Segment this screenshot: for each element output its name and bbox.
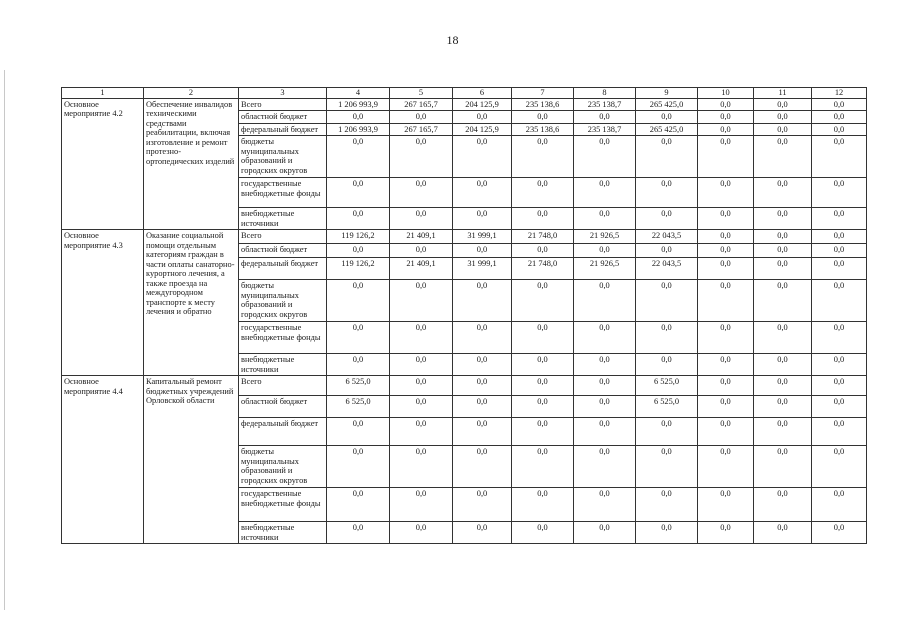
value-cell-col10: 0,0 xyxy=(698,178,754,208)
header-cell-11: 11 xyxy=(754,88,812,99)
funding-source: государственные внебюджетные фонды xyxy=(239,322,327,354)
value-cell-col5: 0,0 xyxy=(390,208,453,230)
value-cell-col10: 0,0 xyxy=(698,98,754,111)
value-cell-col9: 0,0 xyxy=(636,244,698,258)
value-cell-col7: 235 138,6 xyxy=(512,123,574,136)
value-cell-col4: 0,0 xyxy=(327,208,390,230)
value-cell-col11: 0,0 xyxy=(754,376,812,396)
value-cell-col9: 265 425,0 xyxy=(636,98,698,111)
value-cell-col4: 0,0 xyxy=(327,136,390,178)
value-cell-col9: 22 043,5 xyxy=(636,258,698,280)
value-cell-col4: 0,0 xyxy=(327,111,390,124)
budget-table xyxy=(61,87,867,544)
header-cell-3: 3 xyxy=(239,88,327,99)
value-cell-col8: 0,0 xyxy=(574,178,636,208)
value-cell-col6: 0,0 xyxy=(453,208,512,230)
value-cell-col9: 0,0 xyxy=(636,418,698,446)
funding-source: областной бюджет xyxy=(239,111,327,124)
value-cell-col11: 0,0 xyxy=(754,230,812,244)
value-cell-col10: 0,0 xyxy=(698,396,754,418)
funding-source: внебюджетные источники xyxy=(239,208,327,230)
header-row xyxy=(62,88,867,99)
header-cell-4: 4 xyxy=(327,88,390,99)
header-cell-9: 9 xyxy=(636,88,698,99)
value-cell-col12: 0,0 xyxy=(812,123,867,136)
value-cell-col4: 0,0 xyxy=(327,418,390,446)
value-cell-col6: 31 999,1 xyxy=(453,230,512,244)
value-cell-col12: 0,0 xyxy=(812,111,867,124)
value-cell-col5: 0,0 xyxy=(390,396,453,418)
value-cell-col4: 0,0 xyxy=(327,354,390,376)
value-cell-col4: 0,0 xyxy=(327,178,390,208)
value-cell-col12: 0,0 xyxy=(812,418,867,446)
value-cell-col9: 0,0 xyxy=(636,446,698,488)
value-cell-col6: 0,0 xyxy=(453,376,512,396)
value-cell-col9: 6 525,0 xyxy=(636,396,698,418)
value-cell-col8: 0,0 xyxy=(574,488,636,522)
value-cell-col9: 6 525,0 xyxy=(636,376,698,396)
value-cell-col10: 0,0 xyxy=(698,258,754,280)
value-cell-col11: 0,0 xyxy=(754,98,812,111)
value-cell-col6: 0,0 xyxy=(453,111,512,124)
value-cell-col5: 0,0 xyxy=(390,111,453,124)
value-cell-col12: 0,0 xyxy=(812,258,867,280)
value-cell-col12: 0,0 xyxy=(812,178,867,208)
header-cell-12: 12 xyxy=(812,88,867,99)
value-cell-col7: 0,0 xyxy=(512,446,574,488)
value-cell-col10: 0,0 xyxy=(698,418,754,446)
value-cell-col9: 265 425,0 xyxy=(636,123,698,136)
value-cell-col11: 0,0 xyxy=(754,178,812,208)
value-cell-col4: 6 525,0 xyxy=(327,396,390,418)
header-cell-8: 8 xyxy=(574,88,636,99)
value-cell-col11: 0,0 xyxy=(754,258,812,280)
value-cell-col11: 0,0 xyxy=(754,280,812,322)
value-cell-col10: 0,0 xyxy=(698,354,754,376)
value-cell-col12: 0,0 xyxy=(812,230,867,244)
value-cell-col12: 0,0 xyxy=(812,244,867,258)
funding-source: Всего xyxy=(239,98,327,111)
value-cell-col10: 0,0 xyxy=(698,136,754,178)
value-cell-col12: 0,0 xyxy=(812,446,867,488)
value-cell-col7: 0,0 xyxy=(512,418,574,446)
value-cell-col4: 1 206 993,9 xyxy=(327,98,390,111)
value-cell-col12: 0,0 xyxy=(812,280,867,322)
value-cell-col7: 0,0 xyxy=(512,376,574,396)
value-cell-col5: 0,0 xyxy=(390,136,453,178)
value-cell-col8: 0,0 xyxy=(574,244,636,258)
value-cell-col8: 0,0 xyxy=(574,208,636,230)
funding-source: областной бюджет xyxy=(239,396,327,418)
value-cell-col4: 0,0 xyxy=(327,488,390,522)
value-cell-col6: 0,0 xyxy=(453,354,512,376)
value-cell-col12: 0,0 xyxy=(812,354,867,376)
value-cell-col8: 0,0 xyxy=(574,418,636,446)
value-cell-col6: 0,0 xyxy=(453,322,512,354)
value-cell-col6: 31 999,1 xyxy=(453,258,512,280)
value-cell-col12: 0,0 xyxy=(812,322,867,354)
value-cell-col10: 0,0 xyxy=(698,488,754,522)
value-cell-col7: 235 138,6 xyxy=(512,98,574,111)
value-cell-col8: 21 926,5 xyxy=(574,258,636,280)
value-cell-col11: 0,0 xyxy=(754,244,812,258)
value-cell-col4: 119 126,2 xyxy=(327,230,390,244)
measure-name: Основное мероприятие 4.3 xyxy=(62,230,144,376)
header-cell-10: 10 xyxy=(698,88,754,99)
funding-source: федеральный бюджет xyxy=(239,123,327,136)
value-cell-col5: 267 165,7 xyxy=(390,123,453,136)
value-cell-col11: 0,0 xyxy=(754,522,812,544)
funding-source: бюджеты муниципальных образований и городских округов xyxy=(239,136,327,178)
value-cell-col6: 0,0 xyxy=(453,280,512,322)
table-row xyxy=(62,98,867,111)
value-cell-col5: 0,0 xyxy=(390,376,453,396)
value-cell-col7: 0,0 xyxy=(512,208,574,230)
value-cell-col4: 0,0 xyxy=(327,280,390,322)
measure-description: Обеспечение инвалидов техническими средствами реабилитации, включая изготовление и ремонт протезно-ортопедических изделий xyxy=(144,98,239,230)
value-cell-col11: 0,0 xyxy=(754,446,812,488)
value-cell-col5: 0,0 xyxy=(390,280,453,322)
value-cell-col5: 21 409,1 xyxy=(390,230,453,244)
value-cell-col9: 0,0 xyxy=(636,111,698,124)
value-cell-col8: 0,0 xyxy=(574,354,636,376)
value-cell-col7: 0,0 xyxy=(512,111,574,124)
page-number: 18 xyxy=(446,33,459,47)
funding-source: бюджеты муниципальных образований и городских округов xyxy=(239,446,327,488)
value-cell-col10: 0,0 xyxy=(698,244,754,258)
value-cell-col10: 0,0 xyxy=(698,123,754,136)
value-cell-col11: 0,0 xyxy=(754,488,812,522)
value-cell-col7: 0,0 xyxy=(512,280,574,322)
value-cell-col5: 0,0 xyxy=(390,178,453,208)
measure-name: Основное мероприятие 4.2 xyxy=(62,98,144,230)
funding-source: Всего xyxy=(239,376,327,396)
value-cell-col11: 0,0 xyxy=(754,396,812,418)
value-cell-col4: 1 206 993,9 xyxy=(327,123,390,136)
value-cell-col6: 0,0 xyxy=(453,396,512,418)
value-cell-col10: 0,0 xyxy=(698,322,754,354)
header-cell-1: 1 xyxy=(62,88,144,99)
value-cell-col8: 0,0 xyxy=(574,111,636,124)
value-cell-col8: 0,0 xyxy=(574,396,636,418)
value-cell-col7: 0,0 xyxy=(512,522,574,544)
value-cell-col11: 0,0 xyxy=(754,136,812,178)
value-cell-col7: 0,0 xyxy=(512,244,574,258)
value-cell-col7: 0,0 xyxy=(512,488,574,522)
value-cell-col9: 22 043,5 xyxy=(636,230,698,244)
value-cell-col9: 0,0 xyxy=(636,354,698,376)
value-cell-col10: 0,0 xyxy=(698,208,754,230)
table-row xyxy=(62,230,867,244)
value-cell-col10: 0,0 xyxy=(698,376,754,396)
value-cell-col6: 0,0 xyxy=(453,446,512,488)
value-cell-col5: 0,0 xyxy=(390,446,453,488)
value-cell-col10: 0,0 xyxy=(698,111,754,124)
value-cell-col10: 0,0 xyxy=(698,280,754,322)
value-cell-col11: 0,0 xyxy=(754,322,812,354)
value-cell-col7: 21 748,0 xyxy=(512,258,574,280)
value-cell-col8: 0,0 xyxy=(574,322,636,354)
value-cell-col6: 0,0 xyxy=(453,522,512,544)
value-cell-col8: 235 138,7 xyxy=(574,98,636,111)
value-cell-col7: 0,0 xyxy=(512,354,574,376)
value-cell-col9: 0,0 xyxy=(636,208,698,230)
value-cell-col7: 0,0 xyxy=(512,322,574,354)
value-cell-col11: 0,0 xyxy=(754,418,812,446)
header-cell-2: 2 xyxy=(144,88,239,99)
value-cell-col8: 0,0 xyxy=(574,136,636,178)
value-cell-col12: 0,0 xyxy=(812,376,867,396)
value-cell-col11: 0,0 xyxy=(754,208,812,230)
value-cell-col8: 235 138,7 xyxy=(574,123,636,136)
value-cell-col12: 0,0 xyxy=(812,488,867,522)
value-cell-col10: 0,0 xyxy=(698,446,754,488)
value-cell-col9: 0,0 xyxy=(636,488,698,522)
funding-source: бюджеты муниципальных образований и городских округов xyxy=(239,280,327,322)
value-cell-col6: 204 125,9 xyxy=(453,98,512,111)
value-cell-col12: 0,0 xyxy=(812,522,867,544)
value-cell-col6: 0,0 xyxy=(453,244,512,258)
value-cell-col4: 0,0 xyxy=(327,244,390,258)
funding-source: областной бюджет xyxy=(239,244,327,258)
value-cell-col6: 0,0 xyxy=(453,488,512,522)
value-cell-col10: 0,0 xyxy=(698,230,754,244)
value-cell-col9: 0,0 xyxy=(636,322,698,354)
value-cell-col9: 0,0 xyxy=(636,178,698,208)
value-cell-col11: 0,0 xyxy=(754,123,812,136)
funding-source: государственные внебюджетные фонды xyxy=(239,488,327,522)
table-row xyxy=(62,376,867,396)
value-cell-col12: 0,0 xyxy=(812,136,867,178)
value-cell-col9: 0,0 xyxy=(636,136,698,178)
value-cell-col12: 0,0 xyxy=(812,98,867,111)
value-cell-col12: 0,0 xyxy=(812,208,867,230)
value-cell-col7: 21 748,0 xyxy=(512,230,574,244)
header-cell-6: 6 xyxy=(453,88,512,99)
value-cell-col9: 0,0 xyxy=(636,280,698,322)
value-cell-col5: 0,0 xyxy=(390,244,453,258)
funding-source: внебюджетные источники xyxy=(239,354,327,376)
measure-description: Оказание социальной помощи отдельным категориям граждан в части оплаты санаторно-курортного лечения, а также проезда на междугородном транспорте к месту лечения и обратно xyxy=(144,230,239,376)
funding-source: Всего xyxy=(239,230,327,244)
value-cell-col5: 21 409,1 xyxy=(390,258,453,280)
value-cell-col7: 0,0 xyxy=(512,396,574,418)
value-cell-col11: 0,0 xyxy=(754,111,812,124)
funding-source: внебюджетные источники xyxy=(239,522,327,544)
value-cell-col4: 0,0 xyxy=(327,322,390,354)
value-cell-col4: 119 126,2 xyxy=(327,258,390,280)
value-cell-col8: 0,0 xyxy=(574,376,636,396)
value-cell-col5: 0,0 xyxy=(390,418,453,446)
funding-source: государственные внебюджетные фонды xyxy=(239,178,327,208)
funding-source: федеральный бюджет xyxy=(239,258,327,280)
value-cell-col11: 0,0 xyxy=(754,354,812,376)
value-cell-col8: 0,0 xyxy=(574,522,636,544)
value-cell-col12: 0,0 xyxy=(812,396,867,418)
header-cell-5: 5 xyxy=(390,88,453,99)
value-cell-col9: 0,0 xyxy=(636,522,698,544)
value-cell-col10: 0,0 xyxy=(698,522,754,544)
value-cell-col5: 0,0 xyxy=(390,354,453,376)
funding-source: федеральный бюджет xyxy=(239,418,327,446)
value-cell-col6: 0,0 xyxy=(453,178,512,208)
value-cell-col8: 0,0 xyxy=(574,446,636,488)
measure-name: Основное мероприятие 4.4 xyxy=(62,376,144,544)
scan-edge-line xyxy=(4,70,5,610)
value-cell-col6: 0,0 xyxy=(453,418,512,446)
value-cell-col4: 0,0 xyxy=(327,522,390,544)
value-cell-col6: 0,0 xyxy=(453,136,512,178)
value-cell-col8: 0,0 xyxy=(574,280,636,322)
value-cell-col4: 0,0 xyxy=(327,446,390,488)
value-cell-col5: 0,0 xyxy=(390,488,453,522)
value-cell-col5: 0,0 xyxy=(390,522,453,544)
value-cell-col6: 204 125,9 xyxy=(453,123,512,136)
value-cell-col8: 21 926,5 xyxy=(574,230,636,244)
value-cell-col7: 0,0 xyxy=(512,178,574,208)
value-cell-col7: 0,0 xyxy=(512,136,574,178)
measure-description: Капитальный ремонт бюджетных учреждений Орловской области xyxy=(144,376,239,544)
value-cell-col5: 267 165,7 xyxy=(390,98,453,111)
value-cell-col4: 6 525,0 xyxy=(327,376,390,396)
value-cell-col5: 0,0 xyxy=(390,322,453,354)
header-cell-7: 7 xyxy=(512,88,574,99)
